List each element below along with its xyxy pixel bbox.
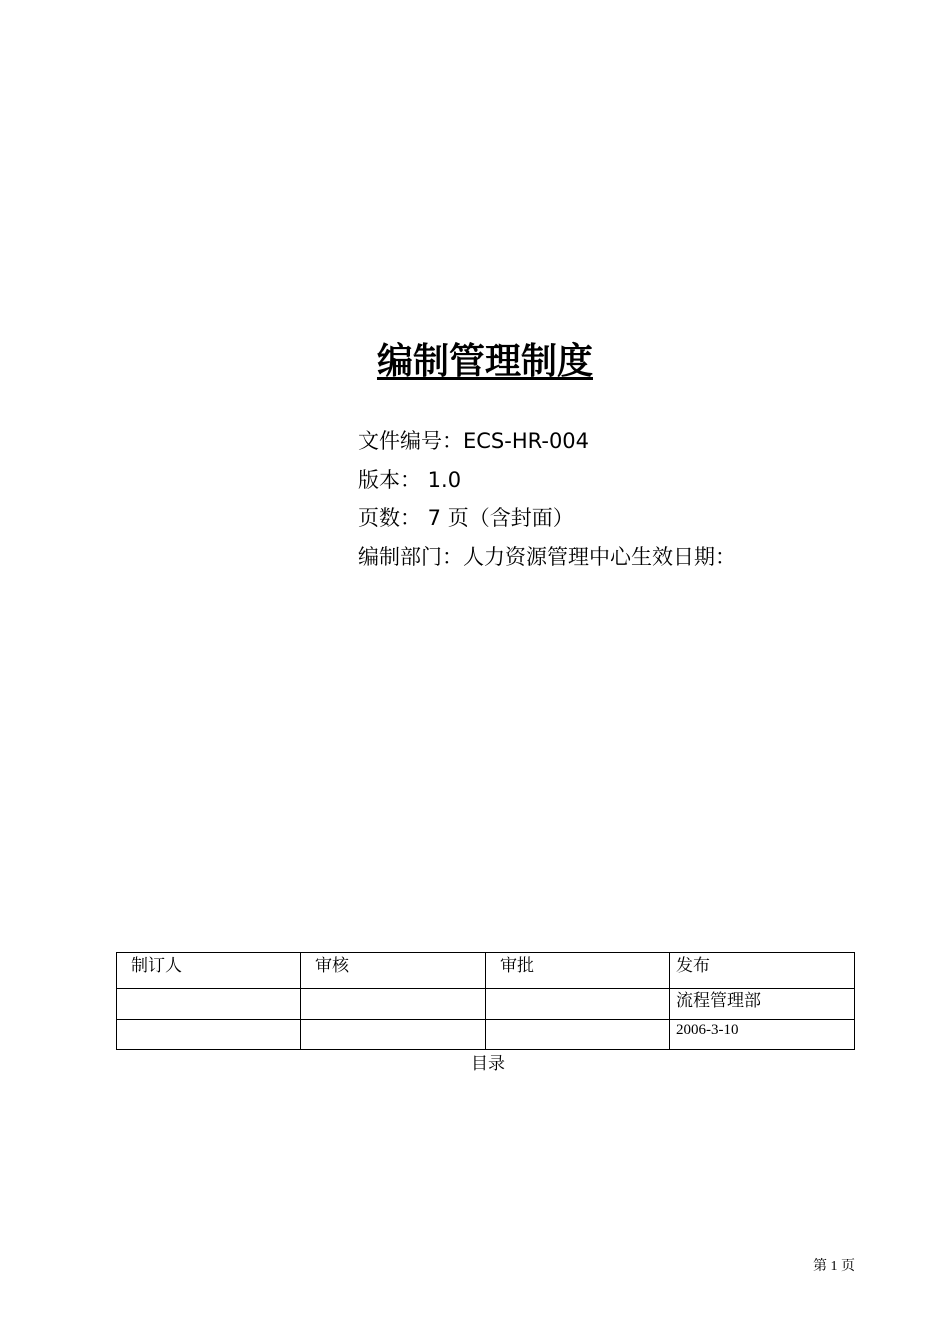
table-header-row xyxy=(117,953,855,989)
doc-number: 文件编号：ECS-HR-004 xyxy=(358,429,590,453)
doc-page-count: 页数： 7 页（含封面） xyxy=(358,506,574,530)
header-approve: 审批 xyxy=(486,953,670,989)
approve-cell xyxy=(486,989,670,1020)
document-meta xyxy=(358,422,736,576)
approve-date-cell xyxy=(486,1020,670,1050)
author-cell xyxy=(117,989,301,1020)
header-review: 审核 xyxy=(301,953,486,989)
document-title: 编制管理制度 xyxy=(376,341,593,382)
publisher-cell: 流程管理部 xyxy=(670,989,855,1020)
header-author: 制订人 xyxy=(117,953,301,989)
table-row xyxy=(117,989,855,1020)
author-date-cell xyxy=(117,1020,301,1050)
header-publish: 发布 xyxy=(670,953,855,989)
page-number: 第 1 页 xyxy=(813,1259,855,1274)
review-date-cell xyxy=(301,1020,486,1050)
doc-department-effective-date: 编制部门：人力资源管理中心生效日期： xyxy=(358,544,736,569)
table-of-contents-heading: 目录 xyxy=(471,1054,505,1074)
publish-date-cell: 2006-3-10 xyxy=(670,1020,855,1050)
review-cell xyxy=(301,989,486,1020)
approval-table xyxy=(116,952,855,1050)
table-row xyxy=(117,1020,855,1050)
doc-version: 版本： 1.0 xyxy=(358,467,462,492)
